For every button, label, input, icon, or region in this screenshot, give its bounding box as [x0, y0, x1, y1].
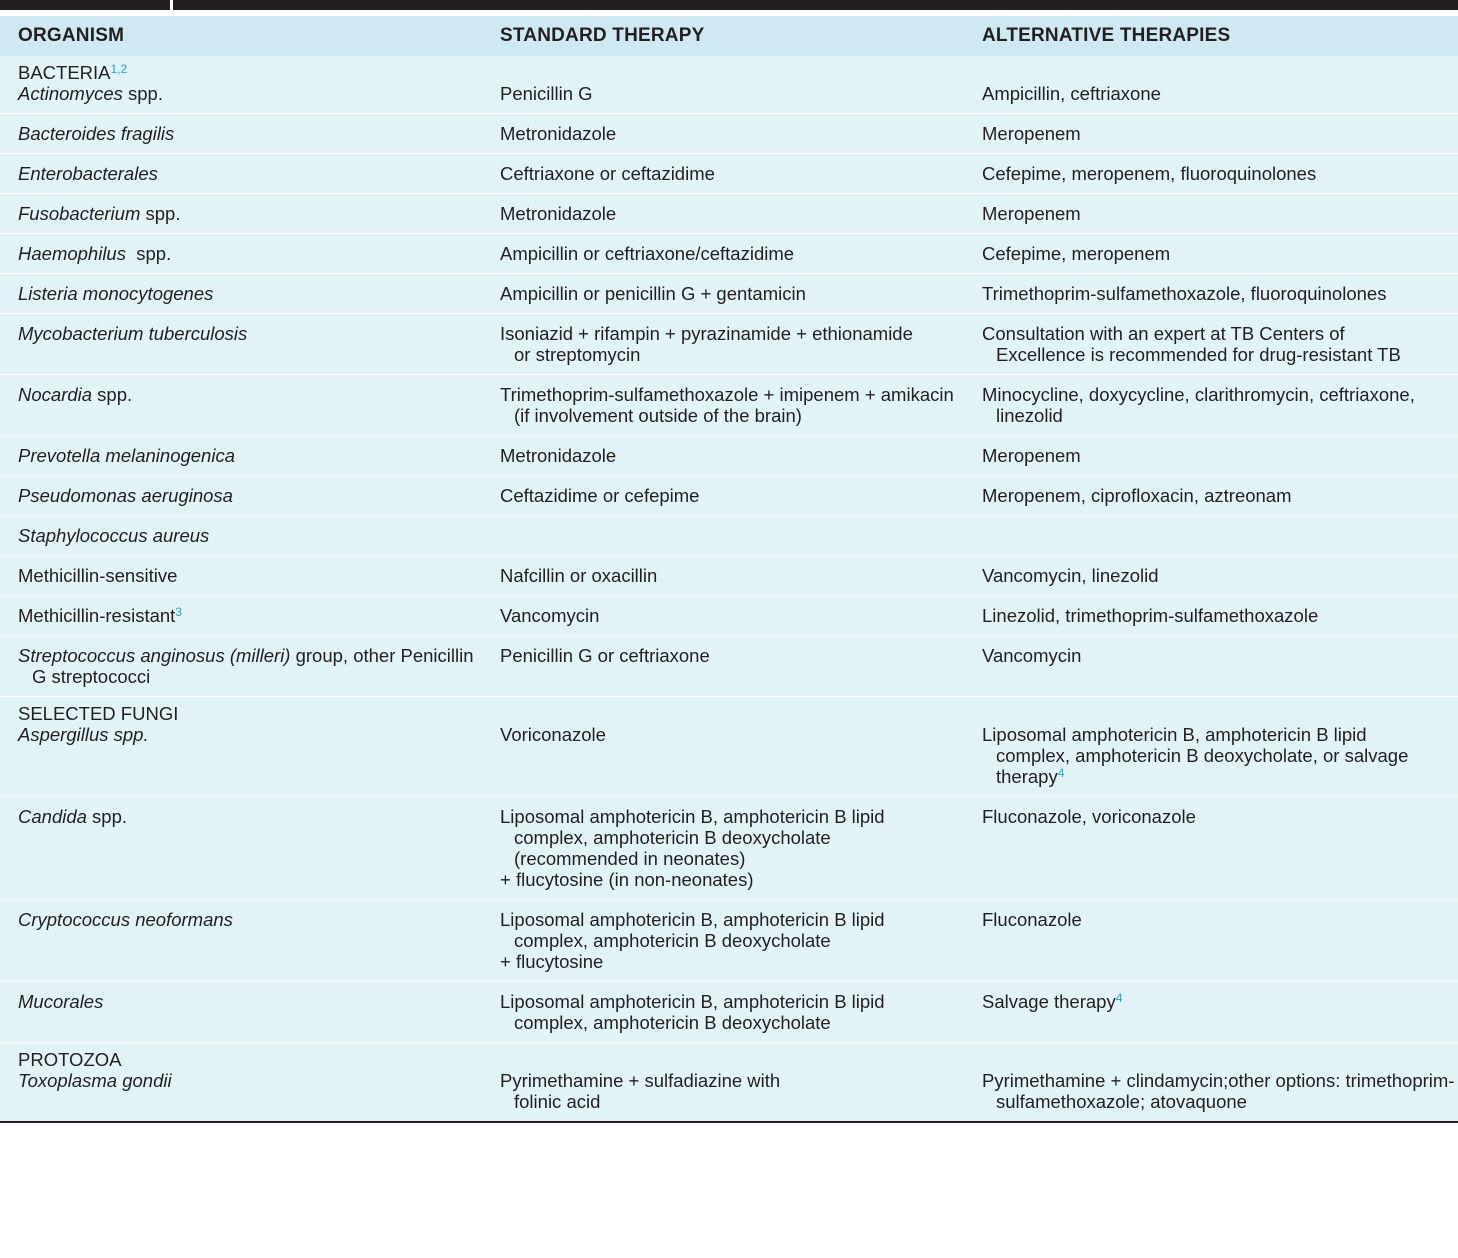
- table-row: [0, 1043, 1458, 1123]
- table-row: [0, 596, 1458, 636]
- footnote-marker: 3: [175, 605, 182, 619]
- standard-cell: Ceftazidime or cefepime: [484, 476, 966, 516]
- organism-cell: BACTERIA$^{1,2}$ Actinomyces spp.: [0, 56, 484, 114]
- standard-cell: Penicillin G: [484, 56, 966, 114]
- header-standard: STANDARD THERAPY: [484, 16, 966, 56]
- table-row: [0, 797, 1458, 900]
- standard-cell: Ampicillin or penicillin G + gentamicin: [484, 274, 966, 314]
- alternative-cell: Liposomal amphotericin B, amphotericin B lipid complex, amphotericin B deoxycholate, or salvage therapy$^4$: [966, 697, 1458, 797]
- alternative-cell: Meropenem: [966, 114, 1458, 154]
- organism-cell: Nocardia spp.: [0, 375, 484, 436]
- alternative-cell: [966, 516, 1458, 556]
- organism-cell: Mycobacterium tuberculosis: [0, 314, 484, 375]
- standard-cell: [484, 516, 966, 556]
- organism-cell: Fusobacterium spp.: [0, 194, 484, 234]
- alternative-cell: Meropenem: [966, 194, 1458, 234]
- organism-cell: PROTOZOA Toxoplasma gondii: [0, 1043, 484, 1123]
- organism-cell: Prevotella melaninogenica: [0, 436, 484, 476]
- alternative-cell: Meropenem, ciprofloxacin, aztreonam: [966, 476, 1458, 516]
- footnote-marker: 4: [1115, 991, 1123, 1005]
- header-rule-notch: [170, 0, 173, 10]
- organism-cell: Pseudomonas aeruginosa: [0, 476, 484, 516]
- alternative-cell: Fluconazole: [966, 900, 1458, 982]
- table-row: [0, 982, 1458, 1043]
- table-body: [0, 56, 1458, 1122]
- alternative-cell: Consultation with an expert at TB Centers of Excellence is recommended for drug-resistant TB: [966, 314, 1458, 375]
- standard-cell: Ampicillin or ceftriaxone/ceftazidime: [484, 234, 966, 274]
- table-row: [0, 375, 1458, 436]
- organism-cell: Staphylococcus aureus: [0, 516, 484, 556]
- standard-cell: Penicillin G or ceftriaxone: [484, 636, 966, 697]
- organism-cell: Cryptococcus neoformans: [0, 900, 484, 982]
- table-row: [0, 154, 1458, 194]
- alternative-cell: Vancomycin, linezolid: [966, 556, 1458, 596]
- table-row: [0, 436, 1458, 476]
- table-row: [0, 114, 1458, 154]
- organism-cell: Haemophilus spp.: [0, 234, 484, 274]
- table-row: [0, 697, 1458, 797]
- table-row: [0, 476, 1458, 516]
- table-row: [0, 56, 1458, 114]
- alternative-cell: Cefepime, meropenem: [966, 234, 1458, 274]
- standard-cell: Nafcillin or oxacillin: [484, 556, 966, 596]
- table-row: [0, 274, 1458, 314]
- alternative-cell: Vancomycin: [966, 636, 1458, 697]
- table-row: [0, 194, 1458, 234]
- section-heading-bacteria: BACTERIA$^{1,2}$: [18, 62, 128, 83]
- standard-cell: Isoniazid + rifampin + pyrazinamide + ethionamide or streptomycin: [484, 314, 966, 375]
- table-row: [0, 234, 1458, 274]
- table-row: [0, 314, 1458, 375]
- organism-cell: SELECTED FUNGI Aspergillus spp.: [0, 697, 484, 797]
- organism-cell: Enterobacterales: [0, 154, 484, 194]
- standard-cell: Trimethoprim-sulfamethoxazole + imipenem + amikacin (if involvement outside of the brain): [484, 375, 966, 436]
- organism-cell: Candida spp.: [0, 797, 484, 900]
- organism-cell: Methicillin-resistant$^3$: [0, 596, 484, 636]
- standard-cell: Metronidazole: [484, 194, 966, 234]
- standard-cell: Ceftriaxone or ceftazidime: [484, 154, 966, 194]
- alternative-cell: Meropenem: [966, 436, 1458, 476]
- section-heading-protozoa: PROTOZOA: [18, 1049, 122, 1070]
- header-row: [0, 16, 1458, 56]
- alternative-cell: Cefepime, meropenem, fluoroquinolones: [966, 154, 1458, 194]
- header-organism: ORGANISM: [0, 16, 484, 56]
- organism-cell: Listeria monocytogenes: [0, 274, 484, 314]
- alternative-cell: Pyrimethamine + clindamycin;other options: trimethoprim- sulfamethoxazole; atovaquone: [966, 1043, 1458, 1123]
- table-row: [0, 900, 1458, 982]
- table-row: [0, 556, 1458, 596]
- standard-cell: Pyrimethamine + sulfadiazine with folinic acid: [484, 1043, 966, 1123]
- alternative-cell: Linezolid, trimethoprim-sulfamethoxazole: [966, 596, 1458, 636]
- organism-cell: Bacteroides fragilis: [0, 114, 484, 154]
- organism-cell: Methicillin-sensitive: [0, 556, 484, 596]
- standard-cell: Voriconazole: [484, 697, 966, 797]
- alternative-cell: Minocycline, doxycycline, clarithromycin, ceftriaxone, linezolid: [966, 375, 1458, 436]
- alternative-cell: Fluconazole, voriconazole: [966, 797, 1458, 900]
- standard-cell: Liposomal amphotericin B, amphotericin B lipid complex, amphotericin B deoxycholate + flucytosine: [484, 900, 966, 982]
- alternative-cell: Trimethoprim-sulfamethoxazole, fluoroquinolones: [966, 274, 1458, 314]
- organism-cell: Mucorales: [0, 982, 484, 1043]
- table-row: [0, 516, 1458, 556]
- section-heading-fungi: SELECTED FUNGI: [18, 703, 179, 724]
- footnote-marker: 4: [1057, 766, 1065, 780]
- therapy-table: [0, 16, 1458, 1123]
- organism-cell: Streptococcus anginosus (milleri) group, other Penicillin G streptococci: [0, 636, 484, 697]
- standard-cell: Metronidazole: [484, 114, 966, 154]
- alternative-cell: Ampicillin, ceftriaxone: [966, 56, 1458, 114]
- header-rule: [0, 0, 1458, 10]
- standard-cell: Liposomal amphotericin B, amphotericin B lipid complex, amphotericin B deoxycholate (recommended in neonates) + flucytosine (in non-neonates): [484, 797, 966, 900]
- standard-cell: Metronidazole: [484, 436, 966, 476]
- table-header: [0, 16, 1458, 56]
- alternative-cell: Salvage therapy$^4$: [966, 982, 1458, 1043]
- footnote-marker: 1,2: [110, 62, 128, 76]
- table-row: [0, 636, 1458, 697]
- header-alternative: ALTERNATIVE THERAPIES: [966, 16, 1458, 56]
- standard-cell: Liposomal amphotericin B, amphotericin B lipid complex, amphotericin B deoxycholate: [484, 982, 966, 1043]
- standard-cell: Vancomycin: [484, 596, 966, 636]
